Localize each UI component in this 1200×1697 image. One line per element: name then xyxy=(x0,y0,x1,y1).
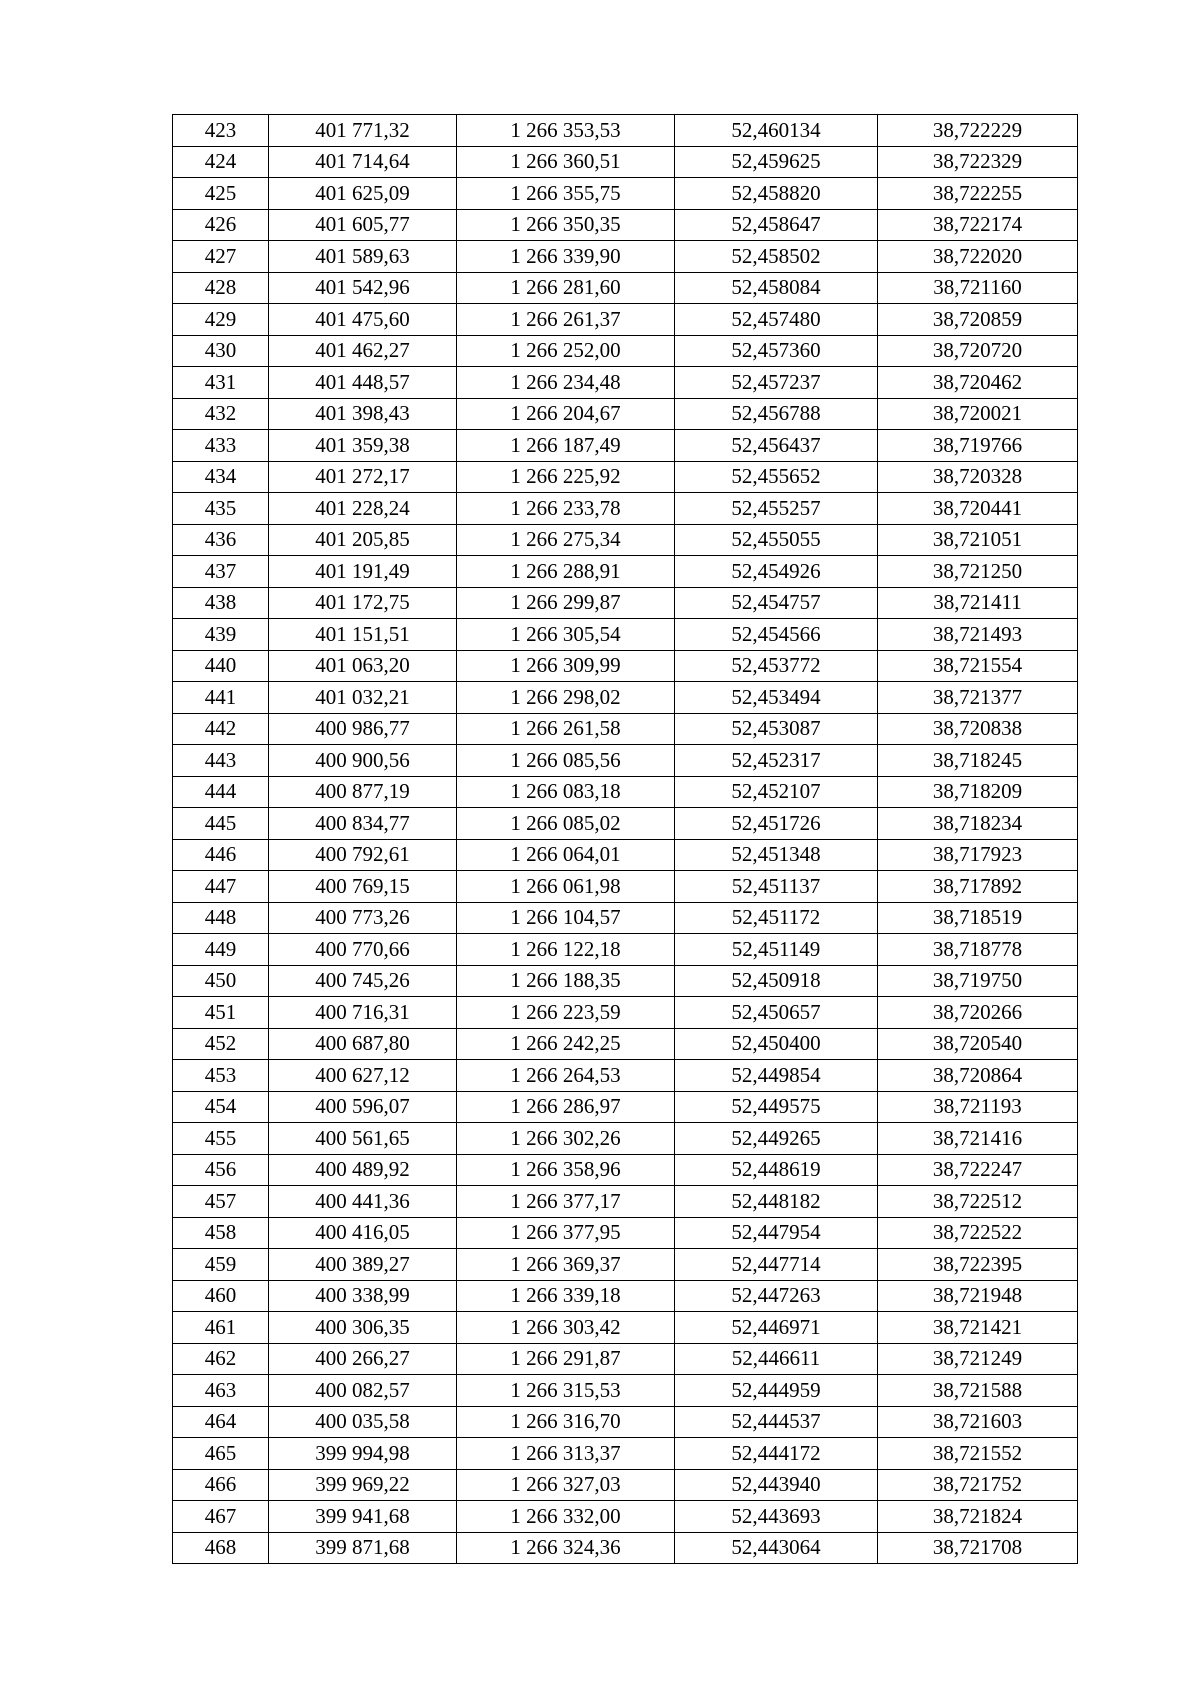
table-row xyxy=(173,1438,1078,1470)
latitude-cell: 52,456437 xyxy=(675,430,878,462)
x-coordinate-cell: 401 714,64 xyxy=(269,146,457,178)
longitude-cell: 38,721250 xyxy=(878,556,1078,588)
table-row xyxy=(173,1343,1078,1375)
longitude-cell: 38,721708 xyxy=(878,1532,1078,1564)
table-row xyxy=(173,1060,1078,1092)
point-number-cell: 434 xyxy=(173,461,269,493)
y-coordinate-cell: 1 266 377,95 xyxy=(457,1217,675,1249)
x-coordinate-cell: 400 792,61 xyxy=(269,839,457,871)
point-number-cell: 438 xyxy=(173,587,269,619)
y-coordinate-cell: 1 266 223,59 xyxy=(457,997,675,1029)
longitude-cell: 38,721193 xyxy=(878,1091,1078,1123)
longitude-cell: 38,722512 xyxy=(878,1186,1078,1218)
table-row xyxy=(173,902,1078,934)
point-number-cell: 455 xyxy=(173,1123,269,1155)
y-coordinate-cell: 1 266 369,37 xyxy=(457,1249,675,1281)
x-coordinate-cell: 400 687,80 xyxy=(269,1028,457,1060)
x-coordinate-cell: 400 441,36 xyxy=(269,1186,457,1218)
point-number-cell: 447 xyxy=(173,871,269,903)
longitude-cell: 38,720838 xyxy=(878,713,1078,745)
point-number-cell: 457 xyxy=(173,1186,269,1218)
point-number-cell: 428 xyxy=(173,272,269,304)
latitude-cell: 52,460134 xyxy=(675,115,878,147)
table-row xyxy=(173,871,1078,903)
point-number-cell: 443 xyxy=(173,745,269,777)
latitude-cell: 52,443693 xyxy=(675,1501,878,1533)
y-coordinate-cell: 1 266 122,18 xyxy=(457,934,675,966)
table-row xyxy=(173,1028,1078,1060)
latitude-cell: 52,451348 xyxy=(675,839,878,871)
y-coordinate-cell: 1 266 327,03 xyxy=(457,1469,675,1501)
latitude-cell: 52,458820 xyxy=(675,178,878,210)
point-number-cell: 449 xyxy=(173,934,269,966)
table-row xyxy=(173,461,1078,493)
latitude-cell: 52,447263 xyxy=(675,1280,878,1312)
longitude-cell: 38,720720 xyxy=(878,335,1078,367)
table-row xyxy=(173,682,1078,714)
table-row xyxy=(173,1312,1078,1344)
point-number-cell: 456 xyxy=(173,1154,269,1186)
table-row xyxy=(173,934,1078,966)
latitude-cell: 52,448619 xyxy=(675,1154,878,1186)
x-coordinate-cell: 400 306,35 xyxy=(269,1312,457,1344)
longitude-cell: 38,717892 xyxy=(878,871,1078,903)
y-coordinate-cell: 1 266 305,54 xyxy=(457,619,675,651)
latitude-cell: 52,455055 xyxy=(675,524,878,556)
point-number-cell: 453 xyxy=(173,1060,269,1092)
latitude-cell: 52,458647 xyxy=(675,209,878,241)
table-row xyxy=(173,1406,1078,1438)
longitude-cell: 38,721752 xyxy=(878,1469,1078,1501)
y-coordinate-cell: 1 266 358,96 xyxy=(457,1154,675,1186)
latitude-cell: 52,454566 xyxy=(675,619,878,651)
point-number-cell: 429 xyxy=(173,304,269,336)
table-row xyxy=(173,178,1078,210)
longitude-cell: 38,721421 xyxy=(878,1312,1078,1344)
longitude-cell: 38,718519 xyxy=(878,902,1078,934)
y-coordinate-cell: 1 266 234,48 xyxy=(457,367,675,399)
point-number-cell: 444 xyxy=(173,776,269,808)
table-row xyxy=(173,430,1078,462)
y-coordinate-cell: 1 266 104,57 xyxy=(457,902,675,934)
longitude-cell: 38,721051 xyxy=(878,524,1078,556)
latitude-cell: 52,444537 xyxy=(675,1406,878,1438)
longitude-cell: 38,721416 xyxy=(878,1123,1078,1155)
latitude-cell: 52,457360 xyxy=(675,335,878,367)
x-coordinate-cell: 400 770,66 xyxy=(269,934,457,966)
x-coordinate-cell: 400 596,07 xyxy=(269,1091,457,1123)
x-coordinate-cell: 401 589,63 xyxy=(269,241,457,273)
x-coordinate-cell: 400 900,56 xyxy=(269,745,457,777)
table-row xyxy=(173,1091,1078,1123)
y-coordinate-cell: 1 266 188,35 xyxy=(457,965,675,997)
table-row xyxy=(173,745,1078,777)
x-coordinate-cell: 401 205,85 xyxy=(269,524,457,556)
latitude-cell: 52,455257 xyxy=(675,493,878,525)
longitude-cell: 38,721411 xyxy=(878,587,1078,619)
point-number-cell: 448 xyxy=(173,902,269,934)
coordinates-table-body xyxy=(173,115,1078,1564)
x-coordinate-cell: 400 561,65 xyxy=(269,1123,457,1155)
point-number-cell: 440 xyxy=(173,650,269,682)
table-row xyxy=(173,335,1078,367)
latitude-cell: 52,454757 xyxy=(675,587,878,619)
x-coordinate-cell: 401 448,57 xyxy=(269,367,457,399)
y-coordinate-cell: 1 266 233,78 xyxy=(457,493,675,525)
y-coordinate-cell: 1 266 299,87 xyxy=(457,587,675,619)
x-coordinate-cell: 401 771,32 xyxy=(269,115,457,147)
x-coordinate-cell: 401 063,20 xyxy=(269,650,457,682)
table-row xyxy=(173,241,1078,273)
latitude-cell: 52,449854 xyxy=(675,1060,878,1092)
point-number-cell: 442 xyxy=(173,713,269,745)
longitude-cell: 38,719750 xyxy=(878,965,1078,997)
table-row xyxy=(173,1280,1078,1312)
longitude-cell: 38,722020 xyxy=(878,241,1078,273)
point-number-cell: 426 xyxy=(173,209,269,241)
y-coordinate-cell: 1 266 187,49 xyxy=(457,430,675,462)
latitude-cell: 52,459625 xyxy=(675,146,878,178)
latitude-cell: 52,457480 xyxy=(675,304,878,336)
longitude-cell: 38,721588 xyxy=(878,1375,1078,1407)
point-number-cell: 452 xyxy=(173,1028,269,1060)
longitude-cell: 38,718209 xyxy=(878,776,1078,808)
point-number-cell: 424 xyxy=(173,146,269,178)
latitude-cell: 52,448182 xyxy=(675,1186,878,1218)
table-row xyxy=(173,1249,1078,1281)
latitude-cell: 52,451726 xyxy=(675,808,878,840)
y-coordinate-cell: 1 266 355,75 xyxy=(457,178,675,210)
x-coordinate-cell: 401 542,96 xyxy=(269,272,457,304)
x-coordinate-cell: 401 151,51 xyxy=(269,619,457,651)
x-coordinate-cell: 401 191,49 xyxy=(269,556,457,588)
table-row xyxy=(173,997,1078,1029)
x-coordinate-cell: 400 338,99 xyxy=(269,1280,457,1312)
table-row xyxy=(173,1217,1078,1249)
x-coordinate-cell: 399 941,68 xyxy=(269,1501,457,1533)
latitude-cell: 52,453087 xyxy=(675,713,878,745)
longitude-cell: 38,721603 xyxy=(878,1406,1078,1438)
table-row xyxy=(173,398,1078,430)
point-number-cell: 425 xyxy=(173,178,269,210)
point-number-cell: 446 xyxy=(173,839,269,871)
x-coordinate-cell: 400 716,31 xyxy=(269,997,457,1029)
longitude-cell: 38,721493 xyxy=(878,619,1078,651)
latitude-cell: 52,452107 xyxy=(675,776,878,808)
point-number-cell: 436 xyxy=(173,524,269,556)
longitude-cell: 38,722255 xyxy=(878,178,1078,210)
point-number-cell: 427 xyxy=(173,241,269,273)
latitude-cell: 52,458084 xyxy=(675,272,878,304)
point-number-cell: 441 xyxy=(173,682,269,714)
x-coordinate-cell: 401 625,09 xyxy=(269,178,457,210)
y-coordinate-cell: 1 266 261,58 xyxy=(457,713,675,745)
point-number-cell: 460 xyxy=(173,1280,269,1312)
x-coordinate-cell: 401 272,17 xyxy=(269,461,457,493)
y-coordinate-cell: 1 266 339,90 xyxy=(457,241,675,273)
latitude-cell: 52,449575 xyxy=(675,1091,878,1123)
latitude-cell: 52,451149 xyxy=(675,934,878,966)
longitude-cell: 38,721554 xyxy=(878,650,1078,682)
y-coordinate-cell: 1 266 275,34 xyxy=(457,524,675,556)
longitude-cell: 38,718245 xyxy=(878,745,1078,777)
latitude-cell: 52,450657 xyxy=(675,997,878,1029)
table-row xyxy=(173,304,1078,336)
x-coordinate-cell: 400 773,26 xyxy=(269,902,457,934)
latitude-cell: 52,444172 xyxy=(675,1438,878,1470)
latitude-cell: 52,447954 xyxy=(675,1217,878,1249)
latitude-cell: 52,458502 xyxy=(675,241,878,273)
longitude-cell: 38,720021 xyxy=(878,398,1078,430)
table-row xyxy=(173,272,1078,304)
point-number-cell: 466 xyxy=(173,1469,269,1501)
y-coordinate-cell: 1 266 324,36 xyxy=(457,1532,675,1564)
longitude-cell: 38,717923 xyxy=(878,839,1078,871)
longitude-cell: 38,722247 xyxy=(878,1154,1078,1186)
latitude-cell: 52,453772 xyxy=(675,650,878,682)
latitude-cell: 52,457237 xyxy=(675,367,878,399)
y-coordinate-cell: 1 266 339,18 xyxy=(457,1280,675,1312)
latitude-cell: 52,451172 xyxy=(675,902,878,934)
table-row xyxy=(173,619,1078,651)
y-coordinate-cell: 1 266 309,99 xyxy=(457,650,675,682)
y-coordinate-cell: 1 266 313,37 xyxy=(457,1438,675,1470)
x-coordinate-cell: 401 228,24 xyxy=(269,493,457,525)
longitude-cell: 38,722174 xyxy=(878,209,1078,241)
y-coordinate-cell: 1 266 286,97 xyxy=(457,1091,675,1123)
point-number-cell: 465 xyxy=(173,1438,269,1470)
longitude-cell: 38,722329 xyxy=(878,146,1078,178)
x-coordinate-cell: 400 035,58 xyxy=(269,1406,457,1438)
point-number-cell: 459 xyxy=(173,1249,269,1281)
table-row xyxy=(173,493,1078,525)
point-number-cell: 451 xyxy=(173,997,269,1029)
y-coordinate-cell: 1 266 353,53 xyxy=(457,115,675,147)
latitude-cell: 52,443064 xyxy=(675,1532,878,1564)
latitude-cell: 52,444959 xyxy=(675,1375,878,1407)
point-number-cell: 462 xyxy=(173,1343,269,1375)
latitude-cell: 52,452317 xyxy=(675,745,878,777)
longitude-cell: 38,722395 xyxy=(878,1249,1078,1281)
latitude-cell: 52,447714 xyxy=(675,1249,878,1281)
y-coordinate-cell: 1 266 264,53 xyxy=(457,1060,675,1092)
point-number-cell: 461 xyxy=(173,1312,269,1344)
table-row xyxy=(173,650,1078,682)
latitude-cell: 52,449265 xyxy=(675,1123,878,1155)
point-number-cell: 450 xyxy=(173,965,269,997)
longitude-cell: 38,718234 xyxy=(878,808,1078,840)
table-row xyxy=(173,839,1078,871)
table-row xyxy=(173,1186,1078,1218)
longitude-cell: 38,721377 xyxy=(878,682,1078,714)
y-coordinate-cell: 1 266 332,00 xyxy=(457,1501,675,1533)
longitude-cell: 38,722229 xyxy=(878,115,1078,147)
longitude-cell: 38,722522 xyxy=(878,1217,1078,1249)
point-number-cell: 467 xyxy=(173,1501,269,1533)
longitude-cell: 38,720864 xyxy=(878,1060,1078,1092)
x-coordinate-cell: 400 389,27 xyxy=(269,1249,457,1281)
y-coordinate-cell: 1 266 261,37 xyxy=(457,304,675,336)
x-coordinate-cell: 401 398,43 xyxy=(269,398,457,430)
y-coordinate-cell: 1 266 061,98 xyxy=(457,871,675,903)
longitude-cell: 38,720266 xyxy=(878,997,1078,1029)
point-number-cell: 432 xyxy=(173,398,269,430)
latitude-cell: 52,450400 xyxy=(675,1028,878,1060)
point-number-cell: 423 xyxy=(173,115,269,147)
x-coordinate-cell: 401 475,60 xyxy=(269,304,457,336)
point-number-cell: 445 xyxy=(173,808,269,840)
y-coordinate-cell: 1 266 303,42 xyxy=(457,1312,675,1344)
latitude-cell: 52,446971 xyxy=(675,1312,878,1344)
x-coordinate-cell: 400 266,27 xyxy=(269,1343,457,1375)
table-row xyxy=(173,115,1078,147)
x-coordinate-cell: 401 462,27 xyxy=(269,335,457,367)
latitude-cell: 52,454926 xyxy=(675,556,878,588)
table-row xyxy=(173,209,1078,241)
x-coordinate-cell: 400 489,92 xyxy=(269,1154,457,1186)
table-row xyxy=(173,367,1078,399)
point-number-cell: 468 xyxy=(173,1532,269,1564)
table-row xyxy=(173,524,1078,556)
longitude-cell: 38,720328 xyxy=(878,461,1078,493)
y-coordinate-cell: 1 266 360,51 xyxy=(457,146,675,178)
point-number-cell: 430 xyxy=(173,335,269,367)
latitude-cell: 52,443940 xyxy=(675,1469,878,1501)
longitude-cell: 38,720462 xyxy=(878,367,1078,399)
table-row xyxy=(173,1469,1078,1501)
x-coordinate-cell: 400 627,12 xyxy=(269,1060,457,1092)
y-coordinate-cell: 1 266 083,18 xyxy=(457,776,675,808)
longitude-cell: 38,720441 xyxy=(878,493,1078,525)
latitude-cell: 52,446611 xyxy=(675,1343,878,1375)
longitude-cell: 38,721948 xyxy=(878,1280,1078,1312)
y-coordinate-cell: 1 266 085,02 xyxy=(457,808,675,840)
table-row xyxy=(173,556,1078,588)
longitude-cell: 38,718778 xyxy=(878,934,1078,966)
x-coordinate-cell: 401 172,75 xyxy=(269,587,457,619)
y-coordinate-cell: 1 266 315,53 xyxy=(457,1375,675,1407)
longitude-cell: 38,721824 xyxy=(878,1501,1078,1533)
point-number-cell: 458 xyxy=(173,1217,269,1249)
longitude-cell: 38,720859 xyxy=(878,304,1078,336)
latitude-cell: 52,450918 xyxy=(675,965,878,997)
latitude-cell: 52,453494 xyxy=(675,682,878,714)
table-row xyxy=(173,1375,1078,1407)
table-row xyxy=(173,1154,1078,1186)
point-number-cell: 431 xyxy=(173,367,269,399)
y-coordinate-cell: 1 266 064,01 xyxy=(457,839,675,871)
point-number-cell: 454 xyxy=(173,1091,269,1123)
y-coordinate-cell: 1 266 288,91 xyxy=(457,556,675,588)
latitude-cell: 52,451137 xyxy=(675,871,878,903)
table-row xyxy=(173,776,1078,808)
x-coordinate-cell: 400 082,57 xyxy=(269,1375,457,1407)
point-number-cell: 463 xyxy=(173,1375,269,1407)
x-coordinate-cell: 400 745,26 xyxy=(269,965,457,997)
y-coordinate-cell: 1 266 291,87 xyxy=(457,1343,675,1375)
y-coordinate-cell: 1 266 302,26 xyxy=(457,1123,675,1155)
x-coordinate-cell: 400 834,77 xyxy=(269,808,457,840)
table-row xyxy=(173,146,1078,178)
longitude-cell: 38,720540 xyxy=(878,1028,1078,1060)
x-coordinate-cell: 400 416,05 xyxy=(269,1217,457,1249)
y-coordinate-cell: 1 266 316,70 xyxy=(457,1406,675,1438)
point-number-cell: 437 xyxy=(173,556,269,588)
point-number-cell: 435 xyxy=(173,493,269,525)
longitude-cell: 38,721552 xyxy=(878,1438,1078,1470)
y-coordinate-cell: 1 266 281,60 xyxy=(457,272,675,304)
table-row xyxy=(173,1532,1078,1564)
longitude-cell: 38,719766 xyxy=(878,430,1078,462)
x-coordinate-cell: 401 359,38 xyxy=(269,430,457,462)
x-coordinate-cell: 400 769,15 xyxy=(269,871,457,903)
table-row xyxy=(173,587,1078,619)
y-coordinate-cell: 1 266 242,25 xyxy=(457,1028,675,1060)
latitude-cell: 52,456788 xyxy=(675,398,878,430)
table-row xyxy=(173,1501,1078,1533)
x-coordinate-cell: 399 871,68 xyxy=(269,1532,457,1564)
table-row xyxy=(173,1123,1078,1155)
y-coordinate-cell: 1 266 350,35 xyxy=(457,209,675,241)
longitude-cell: 38,721249 xyxy=(878,1343,1078,1375)
point-number-cell: 464 xyxy=(173,1406,269,1438)
table-row xyxy=(173,808,1078,840)
y-coordinate-cell: 1 266 298,02 xyxy=(457,682,675,714)
y-coordinate-cell: 1 266 377,17 xyxy=(457,1186,675,1218)
longitude-cell: 38,721160 xyxy=(878,272,1078,304)
point-number-cell: 439 xyxy=(173,619,269,651)
x-coordinate-cell: 400 986,77 xyxy=(269,713,457,745)
y-coordinate-cell: 1 266 225,92 xyxy=(457,461,675,493)
latitude-cell: 52,455652 xyxy=(675,461,878,493)
y-coordinate-cell: 1 266 085,56 xyxy=(457,745,675,777)
y-coordinate-cell: 1 266 252,00 xyxy=(457,335,675,367)
x-coordinate-cell: 401 032,21 xyxy=(269,682,457,714)
table-row xyxy=(173,965,1078,997)
table-row xyxy=(173,713,1078,745)
x-coordinate-cell: 399 994,98 xyxy=(269,1438,457,1470)
y-coordinate-cell: 1 266 204,67 xyxy=(457,398,675,430)
coordinates-table xyxy=(172,114,1078,1564)
point-number-cell: 433 xyxy=(173,430,269,462)
x-coordinate-cell: 401 605,77 xyxy=(269,209,457,241)
x-coordinate-cell: 400 877,19 xyxy=(269,776,457,808)
x-coordinate-cell: 399 969,22 xyxy=(269,1469,457,1501)
